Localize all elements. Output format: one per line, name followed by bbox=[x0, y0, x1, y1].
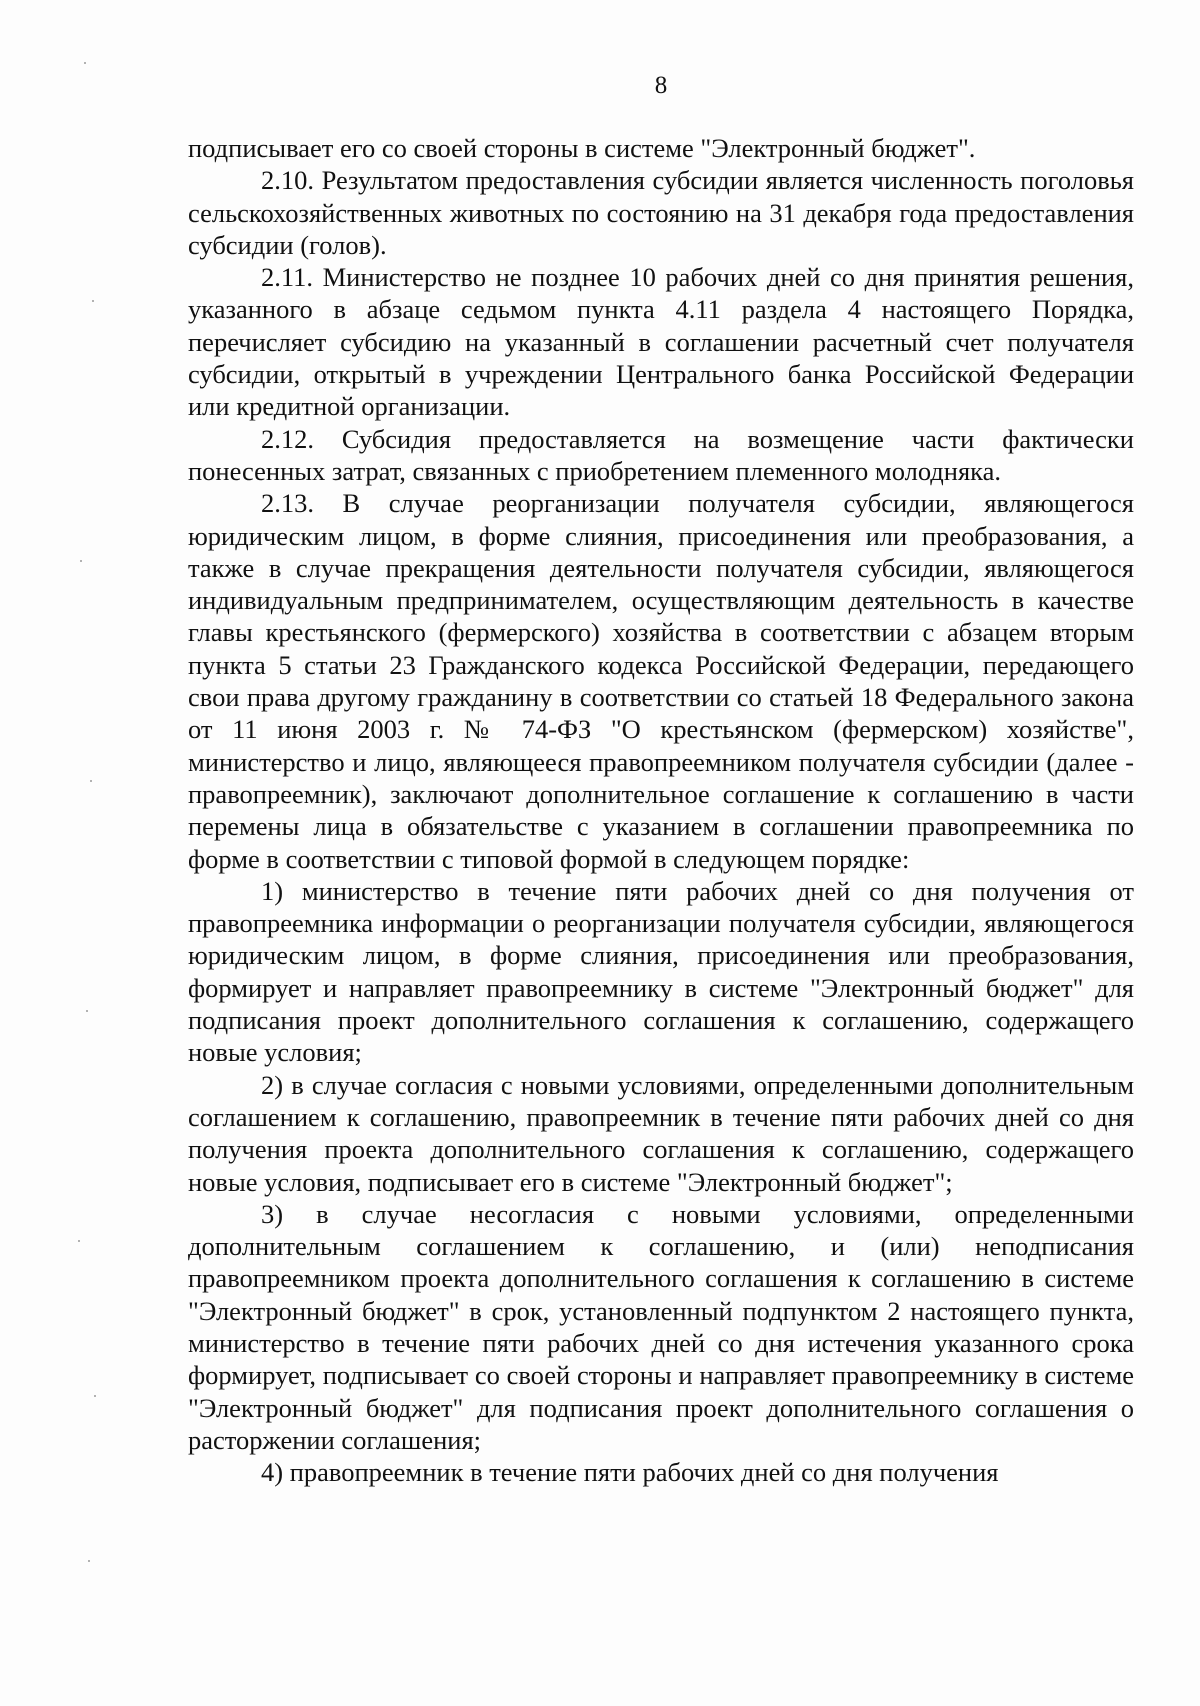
page-number: 8 bbox=[654, 72, 668, 99]
subparagraph-1: 1) министерство в течение пяти рабочих дней со дня получения от правопреемника информации о реорганизации получателя субсидии, являющегося юридическим лицом, в форме слияния, присоединения или преобразования, формирует и направляет правопреемнику в системе "Электронный бюджет" для подписания проект дополнительного соглашения к соглашению, содержащего новые условия; bbox=[188, 875, 1134, 1068]
paragraph-2-11: 2.11. Министерство не позднее 10 рабочих дней со дня принятия решения, указанного в абзаце седьмом пункта 4.11 раздела 4 настоящего Порядка, перечисляет субсидию на указанный в соглашении расчетный счет получателя субсидии, открытый в учреждении Центрального банка Российской Федерации или кредитной организации. bbox=[188, 262, 1134, 422]
paragraph-2-10: 2.10. Результатом предоставления субсидии является численность поголовья сельскохозяйственных животных по состоянию на 31 декабря года предоставления субсидии (голов). bbox=[188, 165, 1134, 260]
paragraph-2-12: 2.12. Субсидия предоставляется на возмещение части фактически понесенных затрат, связанных с приобретением племенного молодняка. bbox=[188, 423, 1134, 486]
subparagraph-3: 3) в случае несогласия с новыми условиями, определенными дополнительным соглашением к соглашению, и (или) неподписания правопреемником проекта дополнительного соглашения к соглашению в системе "Электронный бюджет" в срок, установленный подпунктом 2 настоящего пункта, министерство в течение пяти рабочих дней со дня истечения указанного срока формирует, подписывает со своей стороны и направляет правопреемнику в системе "Электронный бюджет" для подписания проект дополнительного соглашения о расторжении соглашения; bbox=[188, 1198, 1134, 1455]
subparagraph-2: 2) в случае согласия с новыми условиями, определенными дополнительным соглашением к соглашению, правопреемник в течение пяти рабочих дней со дня получения проекта дополнительного соглашения к соглашению, содержащего новые условия, подписывает его в системе "Электронный бюджет"; bbox=[188, 1069, 1134, 1197]
paragraph-2-13: 2.13. В случае реорганизации получателя субсидии, являющегося юридическим лицом, в форме слияния, присоединения или преобразования, а также в случае прекращения деятельности получателя субсидии, являющегося индивидуальным предпринимателем, осуществляющим деятельность в качестве главы крестьянского (фермерского) хозяйства в соответствии с абзацем вторым пункта 5 статьи 23 Гражданского кодекса Российской Федерации, передающего свои права другому гражданину в соответствии со статьей 18 Федерального закона от 11 июня 2003 г. № 74-ФЗ "О крестьянском (фермерском) хозяйстве", министерство и лицо, являющееся правопреемником получателя субсидии (далее - правопреемник), заключают дополнительное соглашение к соглашению в части перемены лица в обязательстве с указанием в соглашении правопреемника по форме в соответствии с типовой формой в следующем порядке: bbox=[188, 488, 1134, 874]
document-body bbox=[188, 132, 1134, 1488]
subparagraph-4: 4) правопреемник в течение пяти рабочих дней со дня получения bbox=[261, 1457, 999, 1488]
paragraph-continuation: подписывает его со своей стороны в системе "Электронный бюджет". bbox=[188, 133, 976, 163]
